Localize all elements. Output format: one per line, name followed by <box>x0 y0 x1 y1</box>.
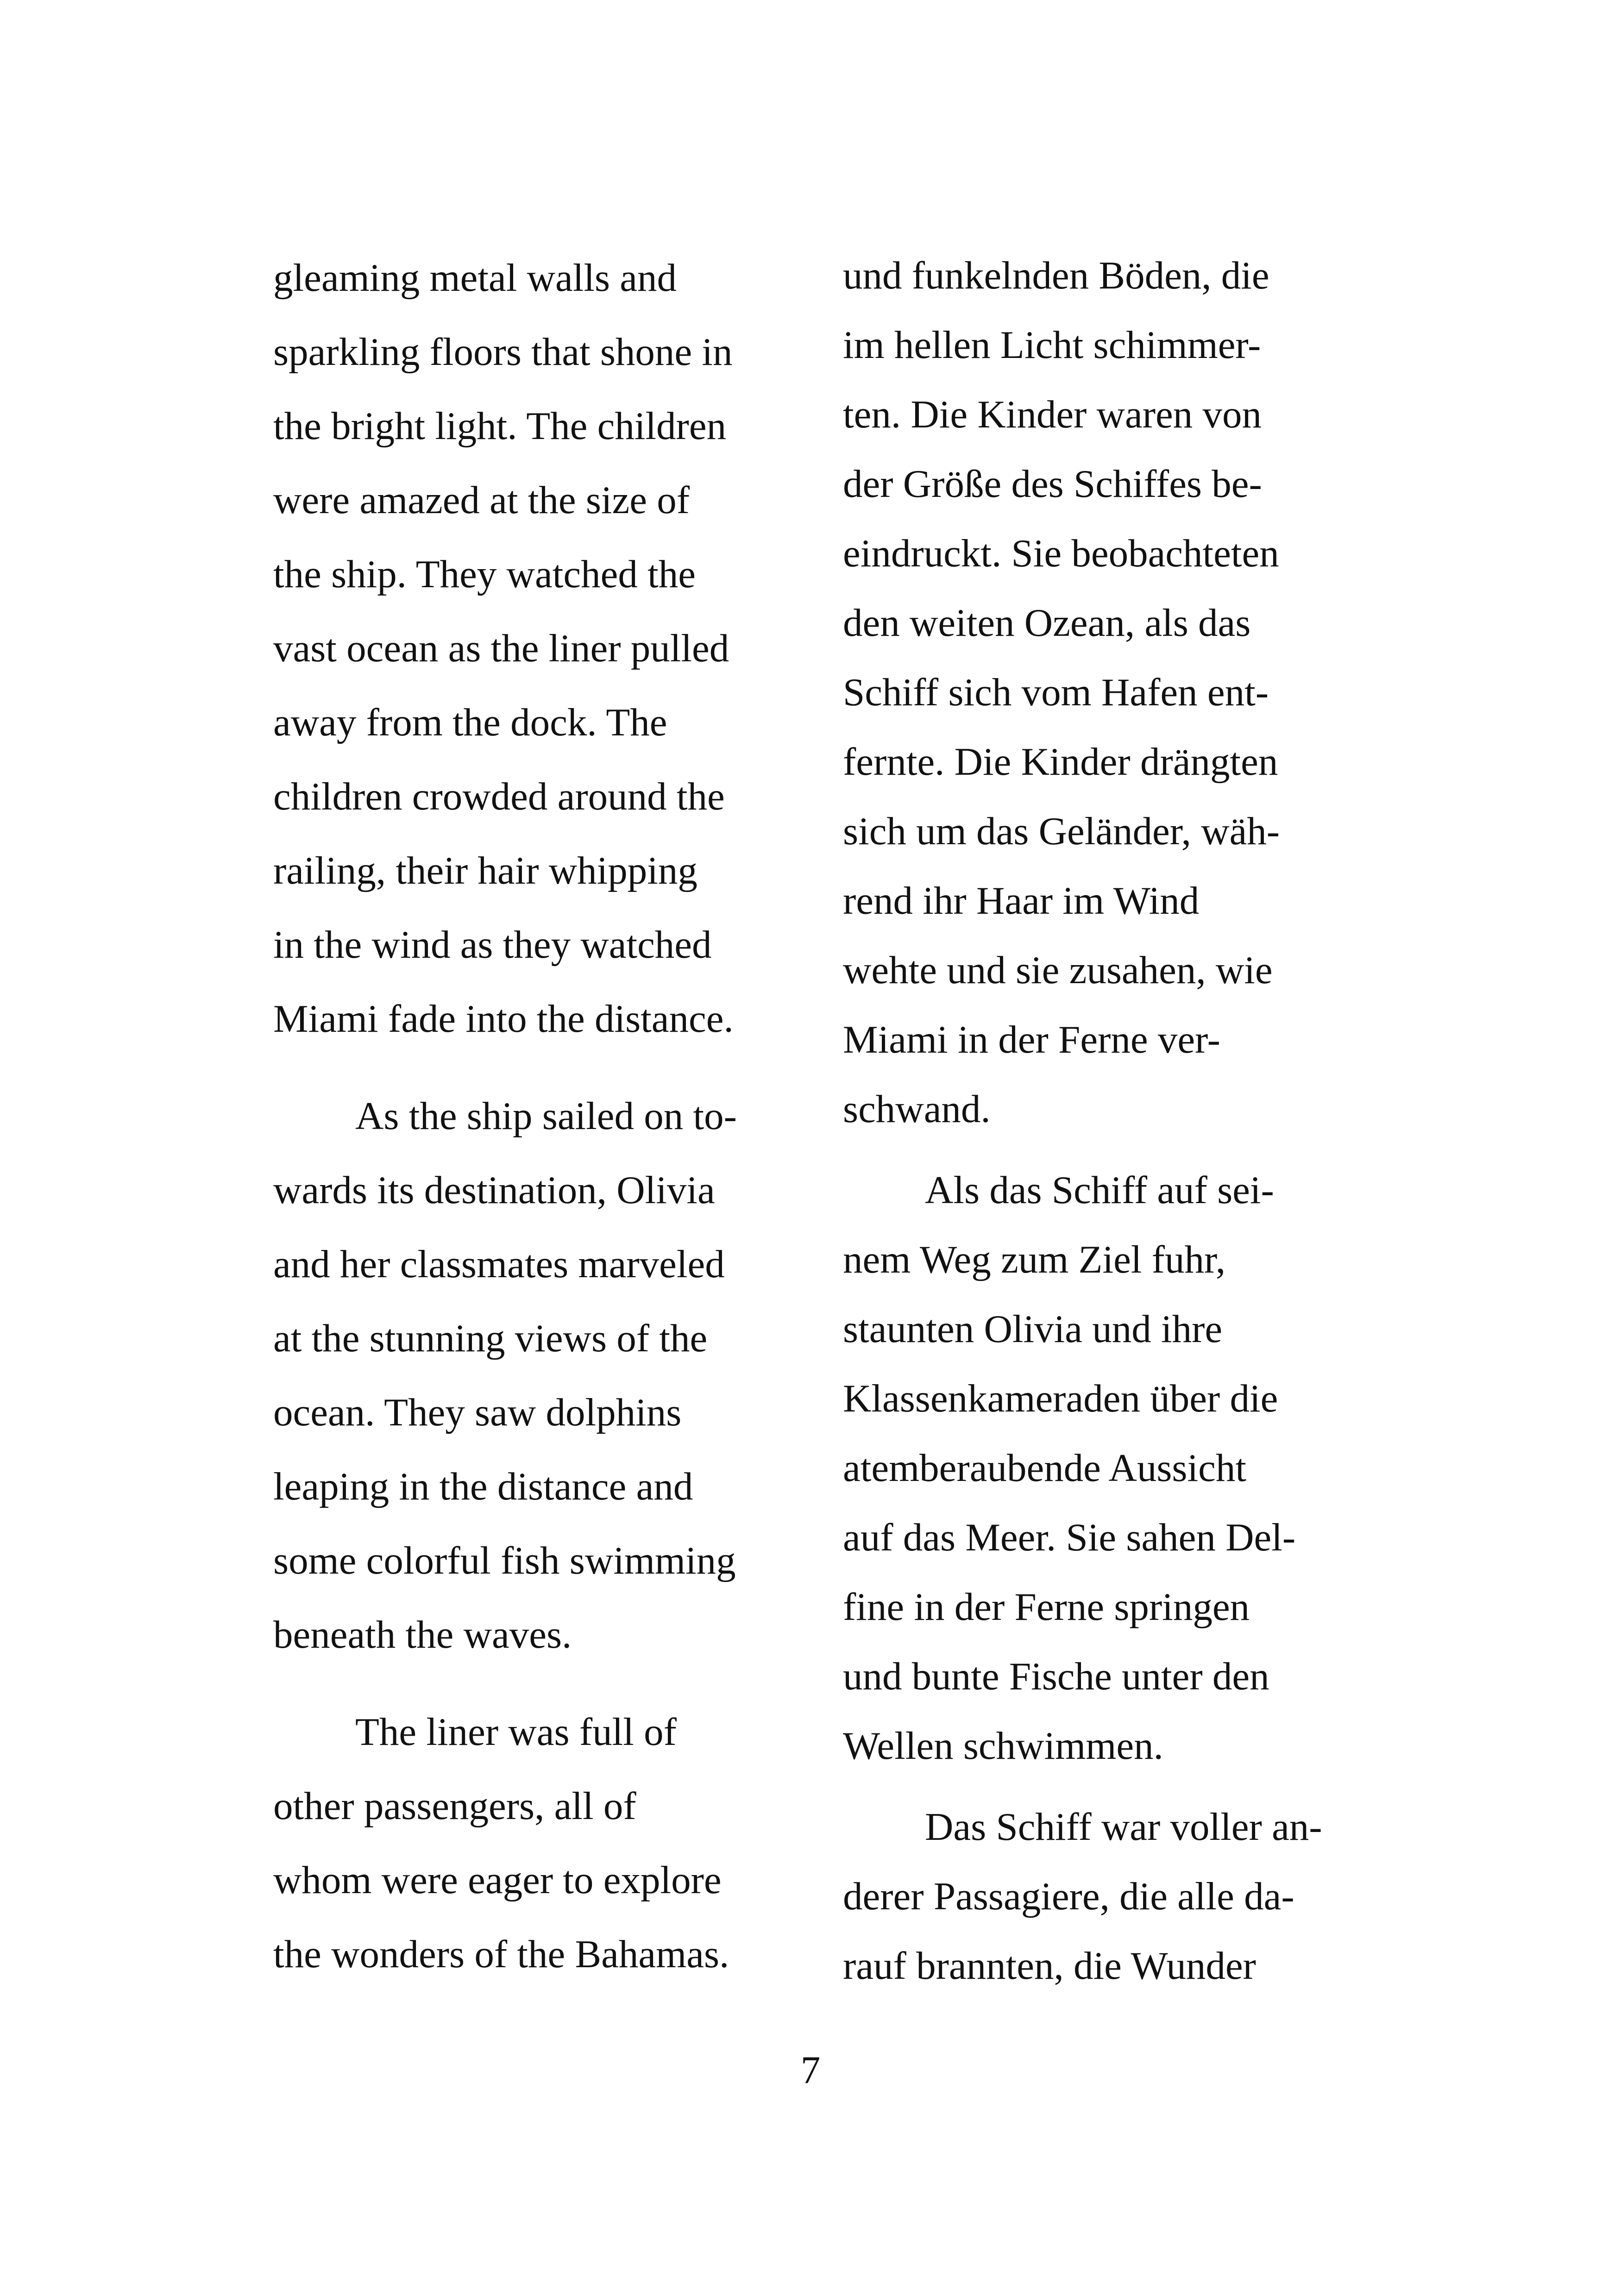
text-line: fernte. Die Kinder drängten <box>843 740 1278 784</box>
text-line: were amazed at the size of <box>273 478 690 522</box>
paragraph-spacer <box>273 1672 815 1695</box>
text-line: und funkelnden Böden, die <box>843 254 1269 297</box>
text-line: Klassenkameraden über die <box>843 1377 1278 1420</box>
text-line: the bright light. The children <box>273 404 727 448</box>
text-line: atemberaubende Aussicht <box>843 1446 1246 1490</box>
text-line: ocean. They saw dolphins <box>273 1391 682 1434</box>
paragraph-spacer <box>273 1056 815 1079</box>
paragraph-spacer <box>843 1781 1380 1792</box>
english-paragraph <box>273 241 815 1056</box>
text-line: auf das Meer. Sie sahen Del- <box>843 1516 1296 1559</box>
text-line: im hellen Licht schimmer- <box>843 323 1261 367</box>
text-line: staunten Olivia und ihre <box>843 1307 1223 1351</box>
text-line: fine in der Ferne springen <box>843 1585 1250 1629</box>
german-paragraph <box>843 1155 1380 1781</box>
text-line: sich um das Geländer, wäh- <box>843 809 1280 853</box>
german-paragraph <box>843 1792 1380 2001</box>
english-paragraph <box>273 1079 815 1672</box>
german-text-column <box>843 241 1380 2001</box>
text-line: rauf brannten, die Wunder <box>843 1944 1256 1988</box>
text-line: beneath the waves. <box>273 1613 572 1656</box>
text-line: the ship. They watched the <box>273 552 696 596</box>
text-line: ten. Die Kinder waren von <box>843 393 1262 436</box>
text-line: schwand. <box>843 1087 991 1131</box>
text-line: rend ihr Haar im Wind <box>843 879 1200 922</box>
english-text-column <box>273 241 815 1991</box>
text-line: some colorful fish swimming <box>273 1539 736 1582</box>
text-line: Miami in der Ferne ver- <box>843 1018 1220 1061</box>
text-line: Als das Schiff auf sei- <box>925 1168 1274 1212</box>
text-line: Schiff sich vom Hafen ent- <box>843 671 1269 714</box>
text-line: wards its destination, Olivia <box>273 1168 715 1212</box>
paragraph-spacer <box>843 1144 1380 1155</box>
text-line: derer Passagiere, die alle da- <box>843 1875 1294 1918</box>
text-line: gleaming metal walls and <box>273 256 677 300</box>
english-paragraph <box>273 1695 815 1991</box>
text-line: and her classmates marveled <box>273 1242 725 1286</box>
text-line: den weiten Ozean, als das <box>843 601 1251 645</box>
text-line: other passengers, all of <box>273 1784 636 1828</box>
page-number: 7 <box>800 2048 821 2092</box>
text-line: The liner was full of <box>355 1710 677 1754</box>
text-line: railing, their hair whipping <box>273 849 697 892</box>
german-paragraph <box>843 241 1380 1144</box>
text-line: eindruckt. Sie beobachteten <box>843 532 1279 575</box>
text-line: children crowded around the <box>273 775 725 818</box>
text-line: wehte und sie zusahen, wie <box>843 948 1273 992</box>
text-line: nem Weg zum Ziel fuhr, <box>843 1238 1226 1281</box>
text-line: vast ocean as the liner pulled <box>273 627 729 670</box>
text-line: whom were eager to explore <box>273 1858 722 1902</box>
text-line: leaping in the distance and <box>273 1465 693 1508</box>
text-line: Wellen schwimmen. <box>843 1724 1163 1768</box>
text-line: As the ship sailed on to- <box>355 1094 737 1138</box>
text-line: sparkling floors that shone in <box>273 330 733 374</box>
text-line: Das Schiff war voller an- <box>925 1805 1322 1849</box>
text-line: der Größe des Schiffes be- <box>843 462 1262 506</box>
text-line: the wonders of the Bahamas. <box>273 1932 729 1976</box>
text-line: at the stunning views of the <box>273 1317 708 1360</box>
text-line: away from the dock. The <box>273 701 667 744</box>
text-line: in the wind as they watched <box>273 923 712 966</box>
text-line: Miami fade into the distance. <box>273 997 734 1041</box>
text-line: und bunte Fische unter den <box>843 1655 1269 1698</box>
